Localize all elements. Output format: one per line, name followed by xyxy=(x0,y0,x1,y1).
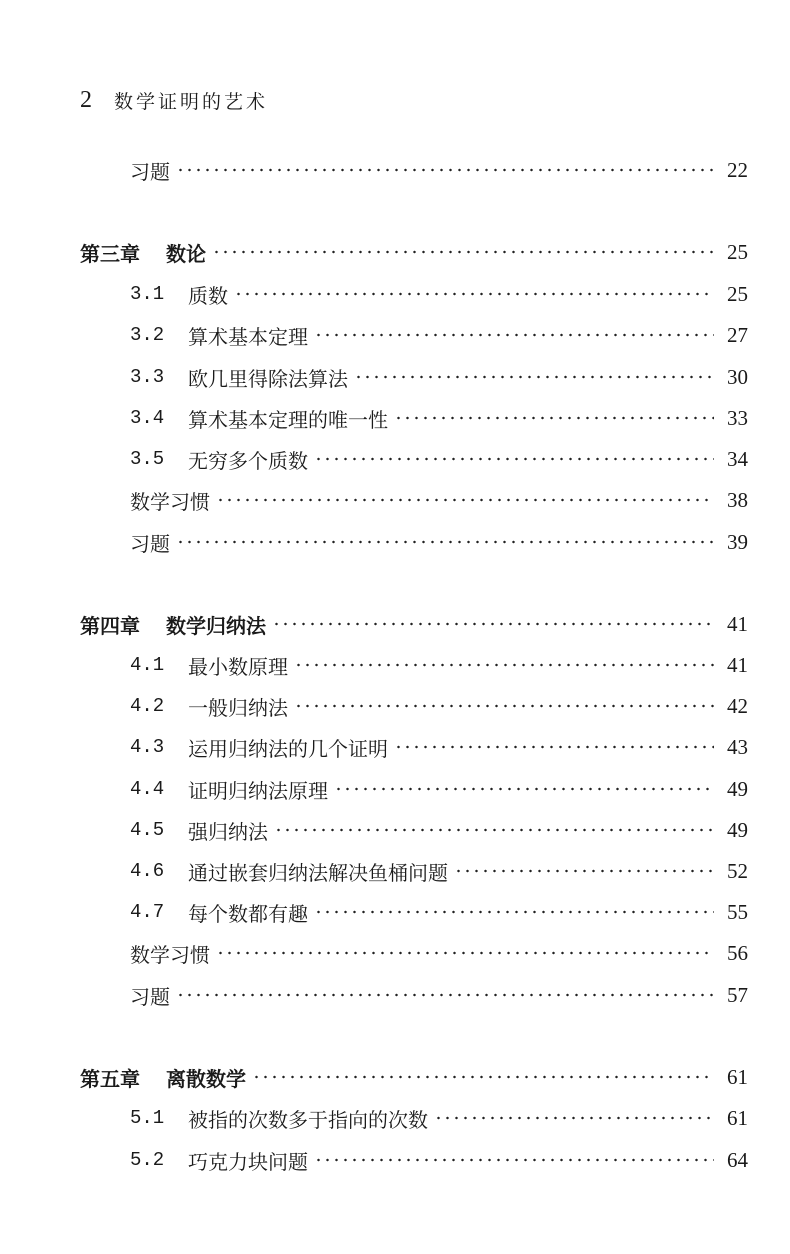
toc-entry-row xyxy=(130,690,748,722)
toc-entry-row xyxy=(130,1144,748,1176)
section-number: 4.1 xyxy=(130,654,165,676)
section-title: 算术基本定理的唯一性 xyxy=(188,407,388,432)
chapter-title: 离散数学 xyxy=(166,1066,246,1091)
toc-entry-row xyxy=(130,649,748,681)
book-title: 数学证明的艺术 xyxy=(114,90,269,113)
page-ref: 61 xyxy=(727,1064,748,1089)
section-title: 数学习惯 xyxy=(130,942,210,967)
toc-entry-row xyxy=(130,402,748,434)
leader-dots xyxy=(272,608,714,640)
section-number: 4.5 xyxy=(130,819,165,841)
page-ref: 61 xyxy=(727,1105,748,1130)
page-ref: 41 xyxy=(727,652,748,677)
chapter-title: 数论 xyxy=(166,241,206,266)
page-number: 2 xyxy=(80,86,92,113)
section-title: 数学习惯 xyxy=(130,489,210,514)
section-title: 证明归纳法原理 xyxy=(188,778,328,803)
page-ref: 33 xyxy=(727,405,748,430)
toc-entry-row xyxy=(130,731,748,763)
section-title: 一般归纳法 xyxy=(188,695,288,720)
chapter-number: 第四章 xyxy=(80,613,140,638)
leader-dots xyxy=(314,1144,714,1176)
toc-entry-row xyxy=(130,484,748,516)
chapter-number: 第五章 xyxy=(80,1066,140,1091)
section-number: 4.7 xyxy=(130,901,165,923)
toc-entry-row xyxy=(130,319,748,351)
chapter-title: 数学归纳法 xyxy=(166,613,266,638)
section-title: 习题 xyxy=(130,159,170,184)
leader-dots xyxy=(234,278,714,310)
page-ref: 56 xyxy=(727,940,748,965)
toc-chapter-row xyxy=(80,608,748,640)
page-ref: 57 xyxy=(727,982,748,1007)
leader-dots xyxy=(216,484,714,516)
leader-dots xyxy=(434,1102,714,1134)
section-title: 运用归纳法的几个证明 xyxy=(188,736,388,761)
page-ref: 25 xyxy=(727,281,748,306)
leader-dots xyxy=(314,319,714,351)
section-title: 习题 xyxy=(130,531,170,556)
leader-dots xyxy=(334,773,714,805)
leader-dots xyxy=(394,402,714,434)
section-title: 习题 xyxy=(130,984,170,1009)
leader-dots xyxy=(294,649,714,681)
leader-dots xyxy=(176,526,714,558)
toc-chapter-row xyxy=(80,236,748,268)
section-number: 3.2 xyxy=(130,324,165,346)
page-ref: 39 xyxy=(727,529,748,554)
toc-entry-row xyxy=(130,855,748,887)
section-number: 4.2 xyxy=(130,695,165,717)
toc-entry-row xyxy=(130,526,748,558)
page-ref: 49 xyxy=(727,817,748,842)
section-title: 通过嵌套归纳法解决鱼桶问题 xyxy=(188,860,448,885)
page-ref: 30 xyxy=(727,364,748,389)
page-ref: 22 xyxy=(727,157,748,182)
section-title: 欧几里得除法算法 xyxy=(188,366,348,391)
leader-dots xyxy=(454,855,714,887)
toc-entry-row xyxy=(130,361,748,393)
toc-entry-row xyxy=(130,443,748,475)
section-title: 被指的次数多于指向的次数 xyxy=(188,1107,428,1132)
page-ref: 41 xyxy=(727,611,748,636)
leader-dots xyxy=(216,937,714,969)
leader-dots xyxy=(274,814,714,846)
page-ref: 64 xyxy=(727,1147,748,1172)
page-ref: 43 xyxy=(727,734,748,759)
section-title: 质数 xyxy=(188,283,228,308)
toc-chapter-row xyxy=(80,1061,748,1093)
section-number: 4.3 xyxy=(130,736,165,758)
page-ref: 34 xyxy=(727,446,748,471)
page-ref: 38 xyxy=(727,487,748,512)
leader-dots xyxy=(176,154,714,186)
section-number: 4.4 xyxy=(130,778,165,800)
section-number: 3.5 xyxy=(130,448,165,470)
page-ref: 25 xyxy=(727,239,748,264)
leader-dots xyxy=(212,236,714,268)
section-title: 巧克力块问题 xyxy=(188,1149,308,1174)
toc-entry-row xyxy=(130,1102,748,1134)
leader-dots xyxy=(314,896,714,928)
leader-dots xyxy=(314,443,714,475)
page-ref: 27 xyxy=(727,322,748,347)
section-number: 3.3 xyxy=(130,366,165,388)
leader-dots xyxy=(294,690,714,722)
page-ref: 49 xyxy=(727,776,748,801)
section-number: 3.1 xyxy=(130,283,165,305)
section-title: 算术基本定理 xyxy=(188,324,308,349)
page-ref: 42 xyxy=(727,693,748,718)
section-title: 无穷多个质数 xyxy=(188,448,308,473)
section-number: 5.2 xyxy=(130,1149,165,1171)
section-title: 强归纳法 xyxy=(188,819,268,844)
section-number: 3.4 xyxy=(130,407,165,429)
leader-dots xyxy=(176,979,714,1011)
toc-entry-row xyxy=(130,814,748,846)
chapter-number: 第三章 xyxy=(80,241,140,266)
toc-entry-row xyxy=(130,154,748,186)
section-title: 每个数都有趣 xyxy=(188,901,308,926)
toc-entry-row xyxy=(130,278,748,310)
toc-entry-row xyxy=(130,979,748,1011)
page-ref: 52 xyxy=(727,858,748,883)
toc-entry-row xyxy=(130,773,748,805)
section-title: 最小数原理 xyxy=(188,654,288,679)
page-ref: 55 xyxy=(727,899,748,924)
section-number: 4.6 xyxy=(130,860,165,882)
toc-entry-row xyxy=(130,896,748,928)
leader-dots xyxy=(354,361,714,393)
toc-entry-row xyxy=(130,937,748,969)
section-number: 5.1 xyxy=(130,1107,165,1129)
leader-dots xyxy=(394,731,714,763)
leader-dots xyxy=(252,1061,714,1093)
